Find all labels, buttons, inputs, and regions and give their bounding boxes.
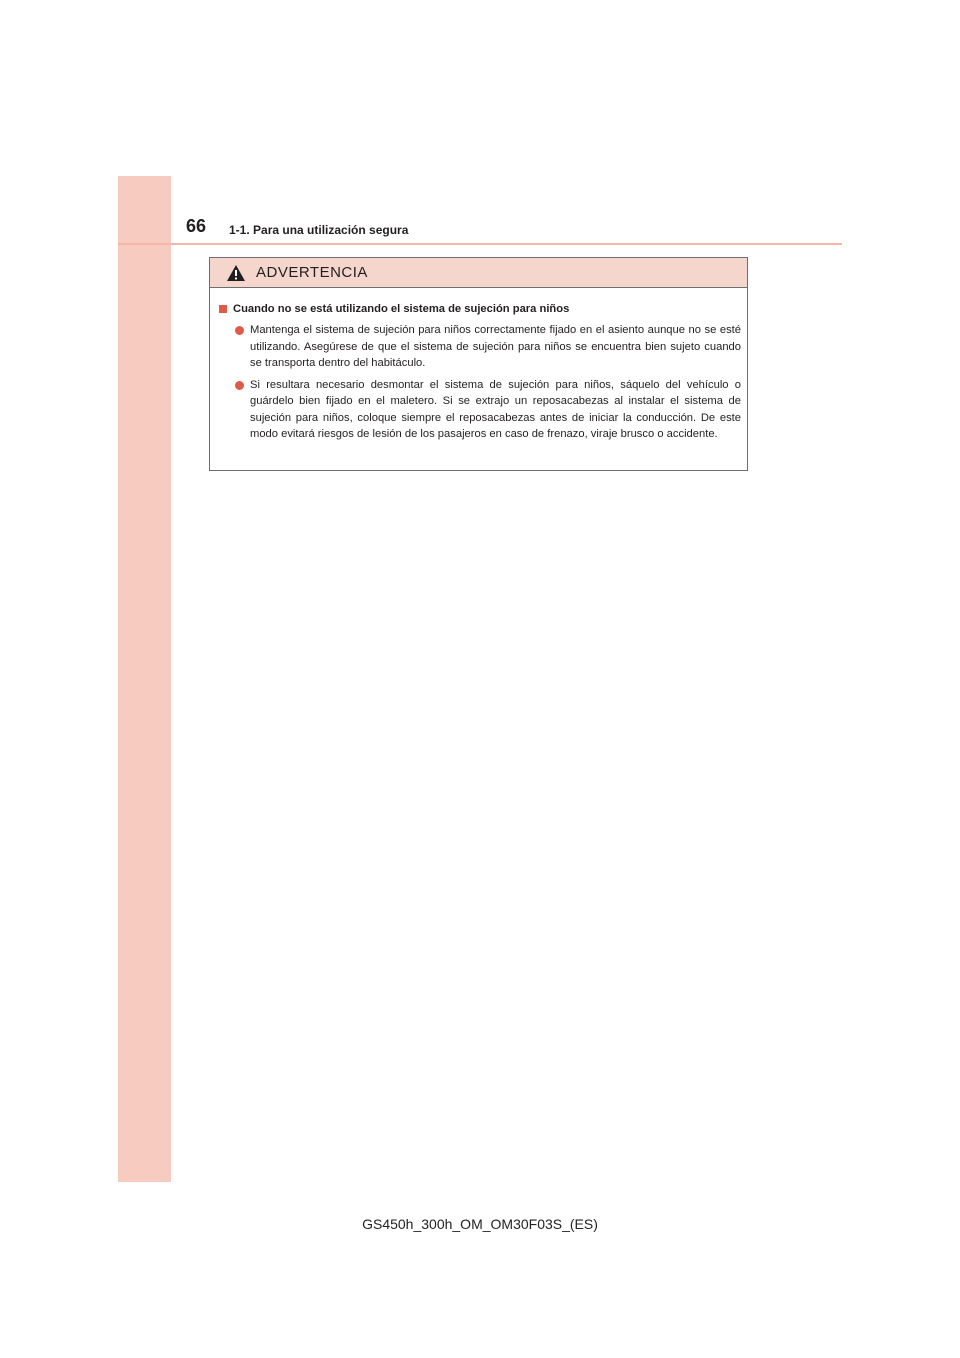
warning-item <box>235 377 741 443</box>
square-bullet-icon <box>219 305 227 313</box>
warning-subheading <box>219 302 741 316</box>
warning-title: ADVERTENCIA <box>256 264 368 281</box>
circle-bullet-icon <box>235 381 244 390</box>
warning-body <box>210 288 747 443</box>
warning-header <box>210 258 747 288</box>
warning-item-text: Mantenga el sistema de sujeción para niños correctamente fijado en el asiento aunque no se esté utilizando. Asegúrese de que el sistema de sujeción para niños se encuentra bien sujeto cuando se transporta dentro del habitáculo. <box>250 324 741 369</box>
header-divider <box>118 243 842 245</box>
warning-item-text: Si resultara necesario desmontar el sistema de sujeción para niños, sáquelo del vehículo o guárdelo bien fijado en el maletero. Si se extrajo un reposacabezas al instalar el sistema de sujeción para niños, coloque siempre el reposacabezas antes de iniciar la conducción. De este modo evitará riesgos de lesión de los pasajeros en caso de frenazo, viraje brusco o accidente. <box>250 378 741 440</box>
page-number: 66 <box>186 216 207 236</box>
side-tab-band <box>118 176 171 1182</box>
document-code: GS450h_300h_OM_OM30F03S_(ES) <box>362 1216 598 1232</box>
section-title: 1-1. Para una utilización segura <box>229 223 409 237</box>
circle-bullet-icon <box>235 326 244 335</box>
warning-item <box>235 322 741 372</box>
warning-subheading-text: Cuando no se está utilizando el sistema de sujeción para niños <box>233 303 570 315</box>
warning-triangle-icon <box>226 264 246 282</box>
warning-box <box>209 257 748 471</box>
